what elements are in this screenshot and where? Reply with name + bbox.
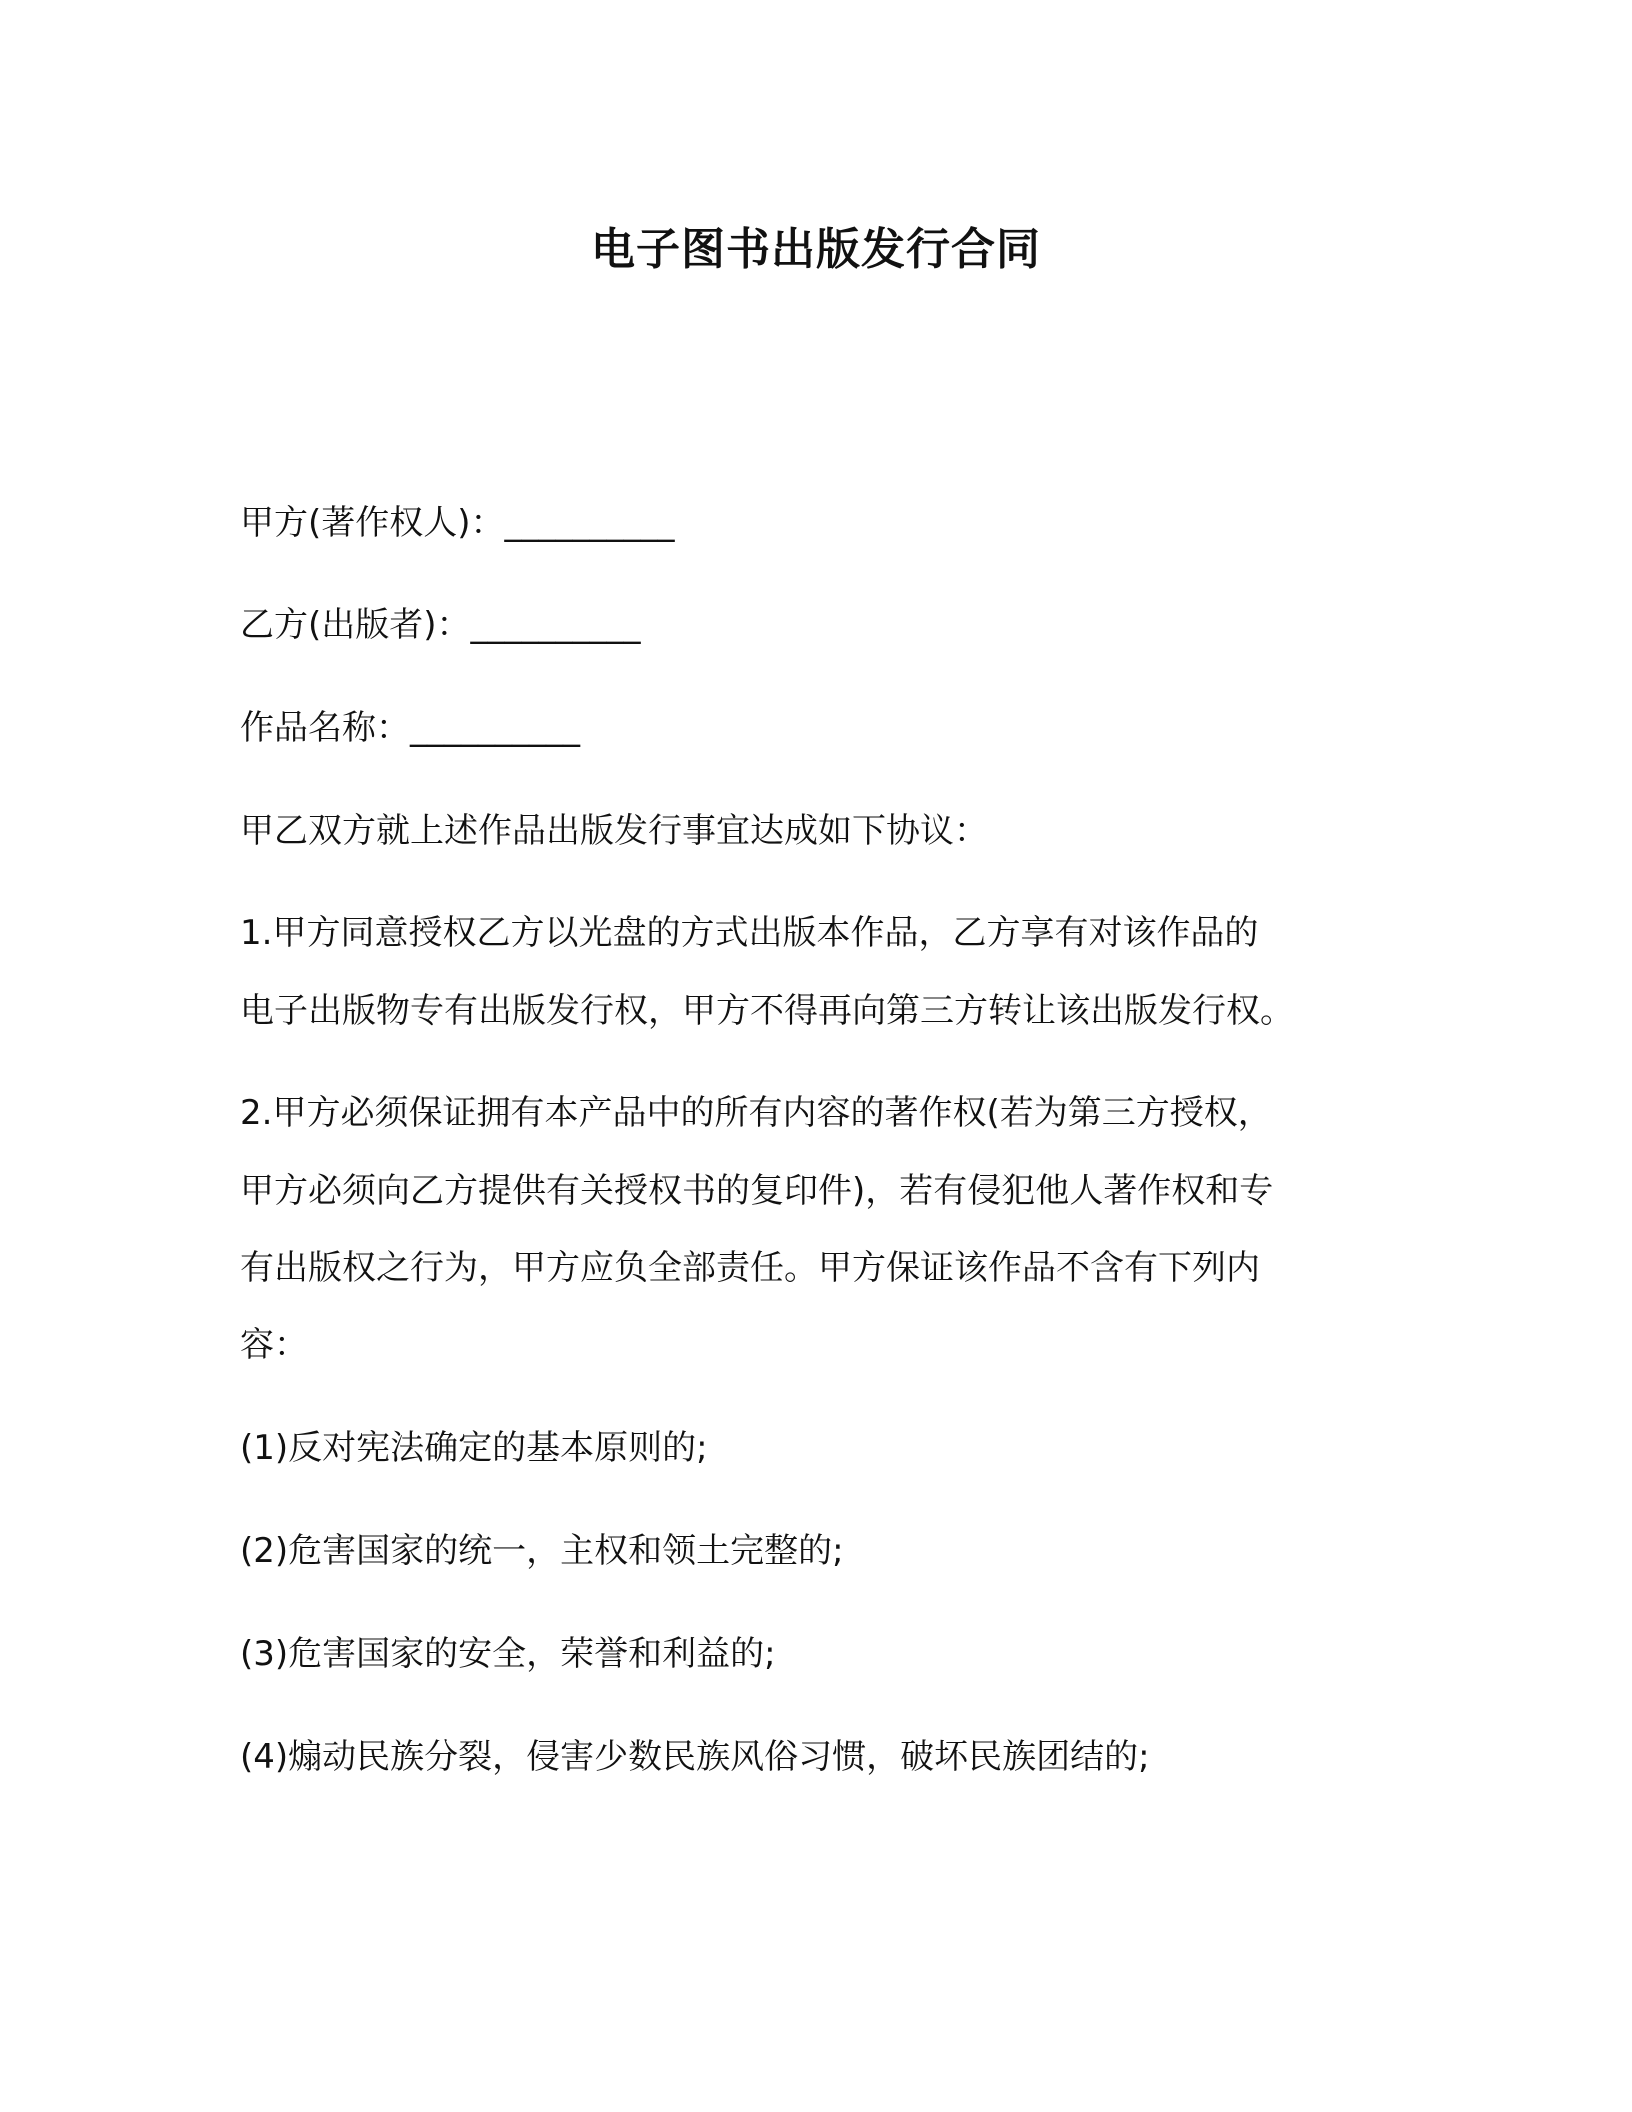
work-name-line (240, 705, 580, 751)
party-a-blank: __________ (504, 503, 675, 543)
work-name-label: 作品名称： (240, 708, 410, 748)
list-item: (2)危害国家的统一，主权和领土完整的; (240, 1531, 844, 1571)
clause2-line: 有出版权之行为，甲方应负全部责任。甲方保证该作品不含有下列内 (240, 1248, 1260, 1288)
party-b-line (240, 602, 641, 648)
party-b-blank: __________ (470, 605, 641, 645)
clause2-line: 甲方必须向乙方提供有关授权书的复印件)，若有侵犯他人著作权和专 (240, 1171, 1274, 1211)
clause2-line: 2.甲方必须保证拥有本产品中的所有内容的著作权(若为第三方授权， (240, 1093, 1272, 1133)
list-item: (3)危害国家的安全，荣誉和利益的; (240, 1634, 776, 1674)
party-a-line (240, 500, 675, 546)
clause1-line: 1.甲方同意授权乙方以光盘的方式出版本作品，乙方享有对该作品的 (240, 913, 1259, 953)
clause2-line: 容： (240, 1325, 308, 1365)
document-title: 电子图书出版发行合同 (591, 224, 1041, 275)
clause1-line: 电子出版物专有出版发行权，甲方不得再向第三方转让该出版发行权。 (240, 991, 1294, 1031)
work-name-blank: __________ (410, 708, 580, 748)
party-b-label: 乙方(出版者)： (240, 605, 471, 645)
list-item: (4)煽动民族分裂，侵害少数民族风俗习惯，破坏民族团结的; (240, 1737, 1150, 1777)
list-item: (1)反对宪法确定的基本原则的; (240, 1428, 708, 1468)
party-a-label: 甲方(著作权人)： (240, 503, 505, 543)
intro-paragraph: 甲乙双方就上述作品出版发行事宜达成如下协议： (240, 811, 988, 851)
